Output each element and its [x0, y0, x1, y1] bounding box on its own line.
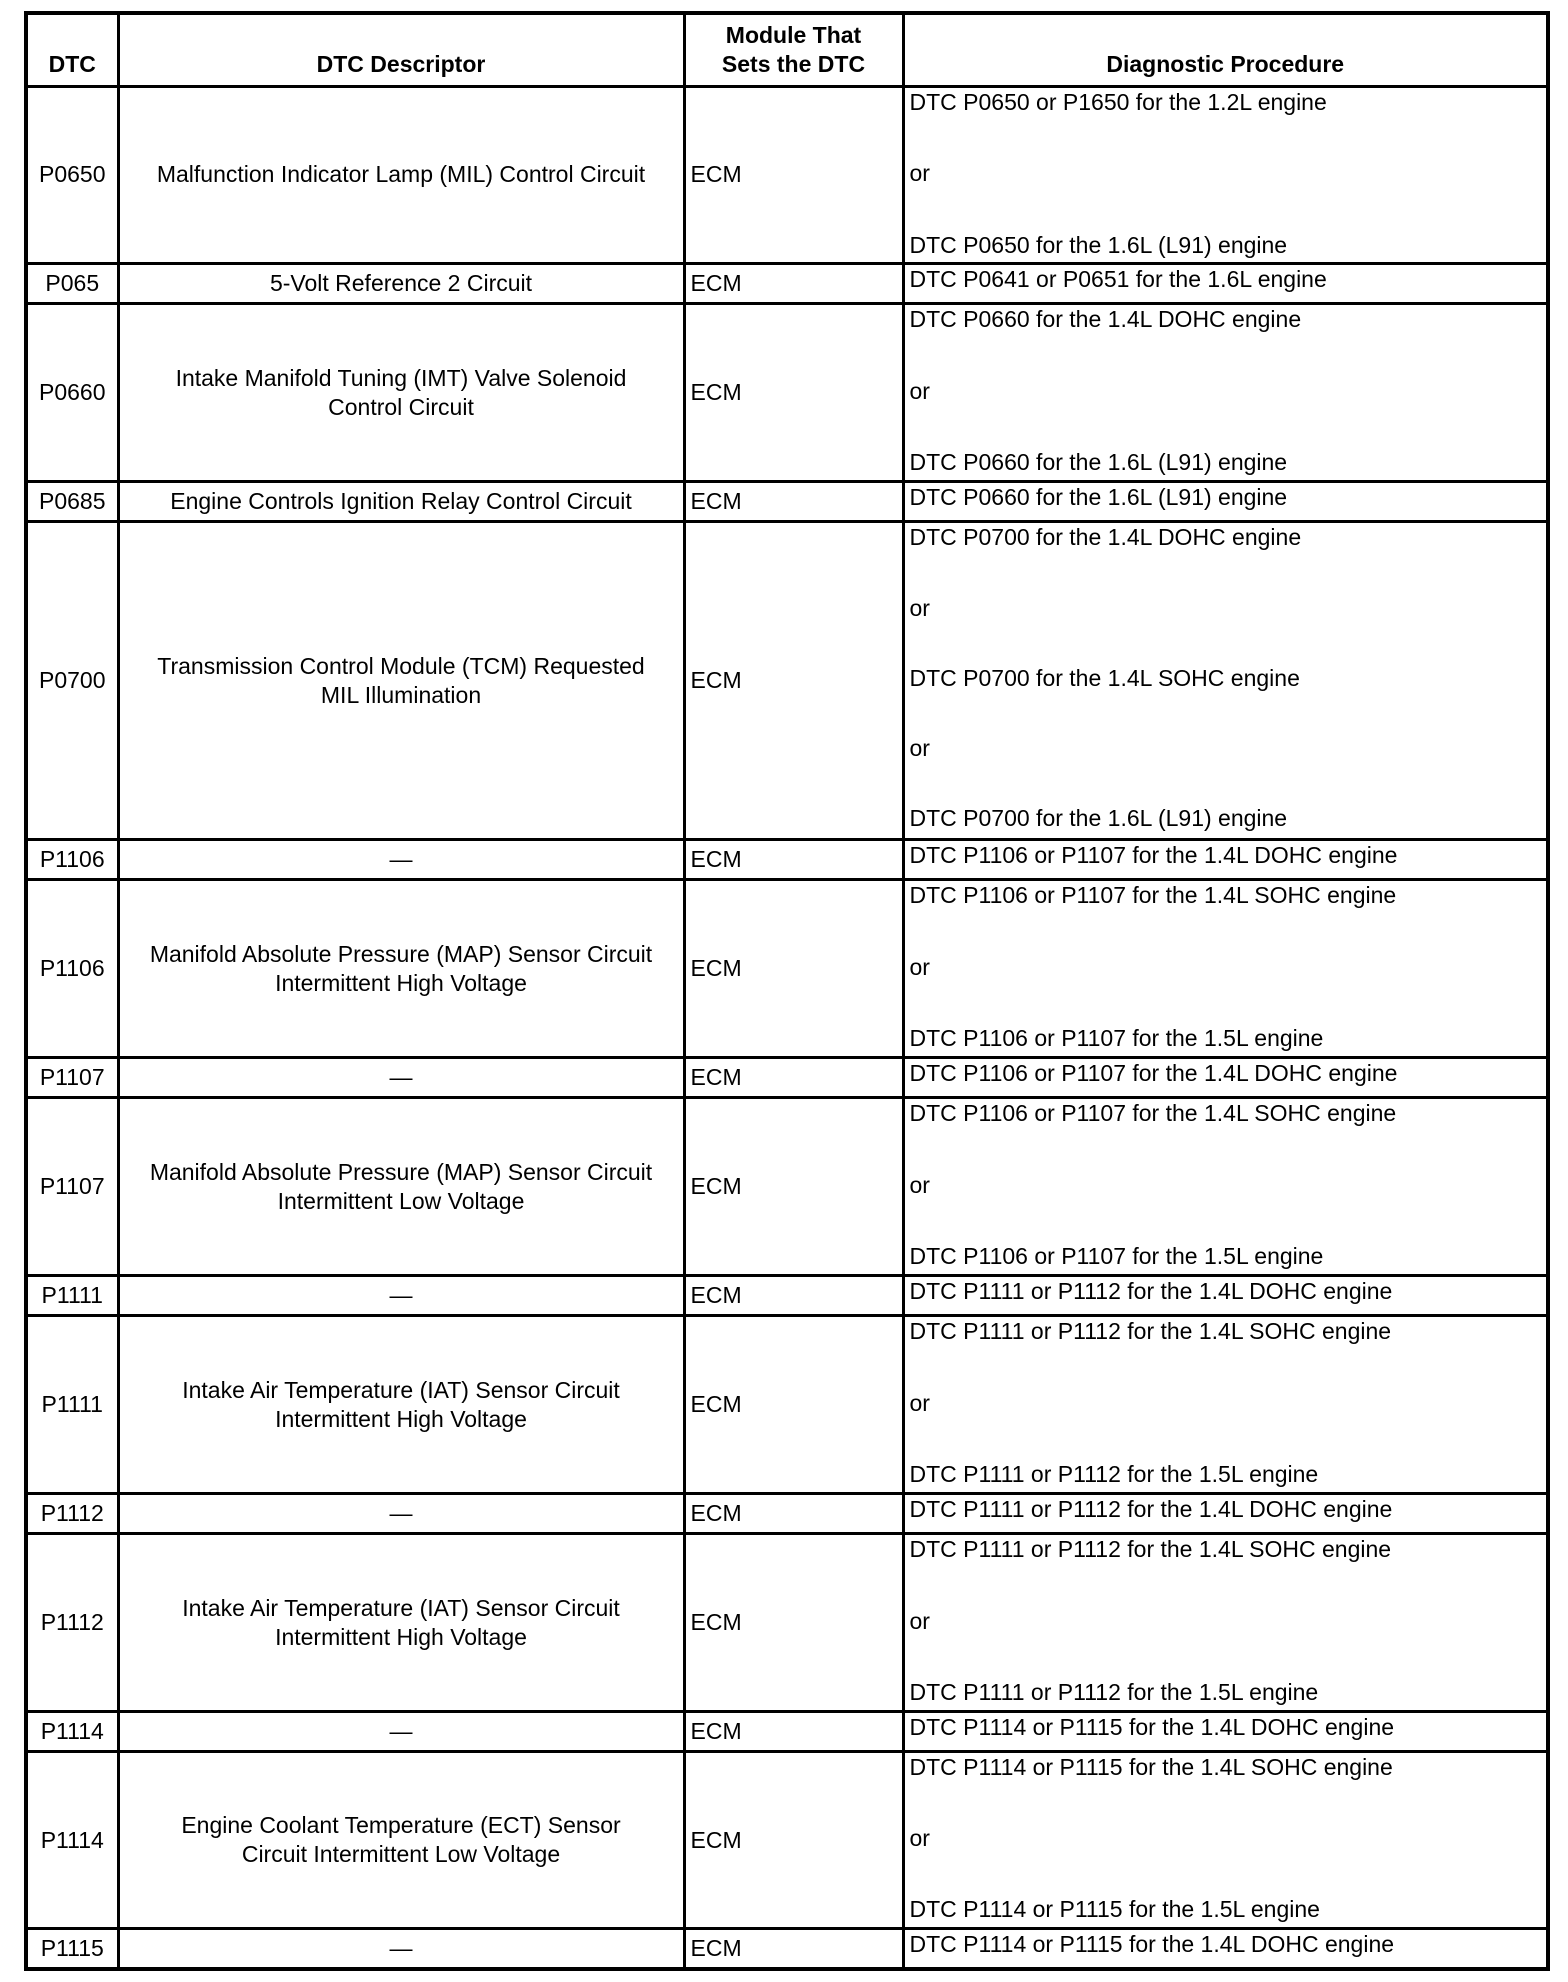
table-row — [26, 1534, 1548, 1711]
table-row — [26, 304, 1548, 481]
dtc-code-cell: P1112 — [26, 1534, 118, 1711]
procedure-cell — [903, 1752, 1548, 1928]
descriptor-line: Transmission Control Module (TCM) Requested — [157, 652, 645, 679]
table-row — [26, 263, 1548, 304]
module-cell: ECM — [684, 839, 903, 880]
module-cell: ECM — [684, 86, 903, 263]
procedure-cell — [903, 522, 1548, 839]
table-row — [26, 839, 1548, 880]
module-cell: ECM — [684, 304, 903, 481]
module-cell: ECM — [684, 1316, 903, 1493]
procedure-lines — [910, 1753, 1543, 1924]
header-module — [684, 13, 903, 86]
procedure-cell — [903, 1316, 1548, 1493]
dtc-table — [24, 11, 1550, 1971]
descriptor-line: Malfunction Indicator Lamp (MIL) Control Circuit — [156, 161, 646, 188]
procedure-line: DTC P0650 for the 1.6L (L91) engine — [909, 231, 1288, 258]
procedure-line: DTC P0641 or P0651 for the 1.6L engine — [909, 265, 1327, 292]
procedure-line: or — [909, 953, 930, 980]
dtc-code-cell: P1112 — [26, 1493, 118, 1534]
procedure-lines — [910, 265, 1543, 303]
dtc-code-cell: P1111 — [26, 1275, 118, 1316]
procedure-line: or — [909, 1607, 930, 1634]
procedure-line: DTC P1106 or P1107 for the 1.4L SOHC engine — [909, 1100, 1397, 1127]
procedure-line: or — [909, 1825, 930, 1852]
descriptor-line: Intake Manifold Tuning (IMT) Valve Solenoid — [175, 364, 627, 391]
procedure-lines — [910, 881, 1543, 1053]
dtc-code-cell: P1114 — [26, 1752, 118, 1928]
dtc-code-cell: P0660 — [26, 304, 118, 481]
dtc-code-cell: P1107 — [26, 1057, 118, 1098]
module-cell: ECM — [684, 522, 903, 839]
module-cell: ECM — [684, 1752, 903, 1928]
procedure-line: DTC P0660 for the 1.4L DOHC engine — [909, 306, 1302, 333]
dtc-descriptor-cell — [118, 1752, 684, 1928]
table-row — [26, 481, 1548, 522]
procedure-line: DTC P1106 or P1107 for the 1.4L SOHC engine — [909, 882, 1397, 909]
dtc-descriptor-cell — [118, 522, 684, 839]
dtc-code-cell: P0700 — [26, 522, 118, 839]
dtc-descriptor-cell — [118, 304, 684, 481]
dtc-descriptor-cell — [118, 839, 684, 880]
procedure-cell — [903, 1534, 1548, 1711]
descriptor-line: Intermittent High Voltage — [275, 1405, 527, 1432]
table-header-row — [26, 13, 1548, 86]
procedure-cell — [903, 1098, 1548, 1275]
table-row — [26, 1316, 1548, 1493]
procedure-line: DTC P1111 or P1112 for the 1.5L engine — [909, 1461, 1319, 1488]
procedure-line: or — [909, 1171, 930, 1198]
descriptor-line: Intermittent Low Voltage — [277, 1187, 525, 1214]
procedure-cell — [903, 839, 1548, 880]
descriptor-line: Intermittent High Voltage — [275, 969, 527, 996]
procedure-line: DTC P1111 or P1112 for the 1.4L SOHC engine — [909, 1536, 1392, 1563]
procedure-lines — [910, 483, 1543, 521]
procedure-lines — [910, 1059, 1543, 1097]
procedure-cell — [903, 880, 1548, 1057]
table-row — [26, 1275, 1548, 1316]
procedure-line: DTC P1111 or P1112 for the 1.5L engine — [909, 1679, 1319, 1706]
procedure-lines — [910, 1317, 1543, 1489]
procedure-cell — [903, 304, 1548, 481]
procedure-cell — [903, 1057, 1548, 1098]
dtc-code-cell: P1107 — [26, 1098, 118, 1275]
descriptor-line: Intake Air Temperature (IAT) Sensor Circuit — [182, 1594, 620, 1621]
procedure-lines — [910, 1099, 1543, 1271]
procedure-cell — [903, 1493, 1548, 1534]
module-cell: ECM — [684, 880, 903, 1057]
header-module-line1: Module That — [725, 21, 862, 48]
dtc-descriptor-cell — [118, 1534, 684, 1711]
descriptor-line: Intermittent High Voltage — [275, 1623, 527, 1650]
procedure-line: DTC P1114 or P1115 for the 1.4L DOHC engine — [909, 1930, 1395, 1957]
dtc-code-cell: P1106 — [26, 880, 118, 1057]
procedure-line: or — [909, 377, 930, 404]
module-cell: ECM — [684, 481, 903, 522]
descriptor-line: — — [389, 1718, 413, 1745]
header-dtc: DTC — [26, 13, 118, 86]
module-cell: ECM — [684, 1928, 903, 1969]
procedure-line: DTC P0660 for the 1.6L (L91) engine — [909, 483, 1288, 510]
procedure-line: or — [909, 735, 930, 762]
procedure-line: DTC P1111 or P1112 for the 1.4L SOHC engine — [909, 1318, 1392, 1345]
procedure-line: DTC P1106 or P1107 for the 1.5L engine — [909, 1243, 1324, 1270]
descriptor-line: — — [389, 1282, 413, 1309]
dtc-descriptor-cell — [118, 1275, 684, 1316]
descriptor-line: Manifold Absolute Pressure (MAP) Sensor Circuit — [149, 940, 653, 967]
table-row — [26, 1493, 1548, 1534]
procedure-lines — [910, 1713, 1543, 1751]
procedure-line: DTC P1111 or P1112 for the 1.4L DOHC engine — [909, 1495, 1393, 1522]
procedure-line: or — [909, 160, 930, 186]
table-row — [26, 522, 1548, 839]
module-cell: ECM — [684, 1098, 903, 1275]
dtc-descriptor-cell — [118, 1316, 684, 1493]
dtc-descriptor-cell — [118, 1711, 684, 1752]
procedure-lines — [910, 1277, 1543, 1315]
dtc-descriptor-cell — [118, 880, 684, 1057]
procedure-cell — [903, 263, 1548, 304]
descriptor-line: — — [389, 1500, 413, 1527]
dtc-descriptor-cell — [118, 481, 684, 522]
procedure-line: DTC P1114 or P1115 for the 1.4L DOHC engine — [909, 1713, 1395, 1740]
descriptor-line: Intake Air Temperature (IAT) Sensor Circuit — [182, 1376, 620, 1403]
dtc-code-cell: P1115 — [26, 1928, 118, 1969]
descriptor-line: MIL Illumination — [320, 681, 482, 708]
table-body — [26, 86, 1548, 1969]
descriptor-line: — — [389, 846, 413, 873]
dtc-code-cell: P0685 — [26, 481, 118, 522]
module-cell: ECM — [684, 1057, 903, 1098]
dtc-code-cell: P1106 — [26, 839, 118, 880]
dtc-code-cell: P1114 — [26, 1711, 118, 1752]
table-row — [26, 1752, 1548, 1928]
procedure-line: DTC P1106 or P1107 for the 1.5L engine — [909, 1025, 1324, 1052]
procedure-cell — [903, 1711, 1548, 1752]
dtc-descriptor-cell — [118, 1928, 684, 1969]
dtc-descriptor-cell — [118, 86, 684, 263]
header-descriptor: DTC Descriptor — [118, 13, 684, 86]
procedure-lines — [910, 305, 1543, 477]
procedure-cell — [903, 481, 1548, 522]
procedure-cell — [903, 1275, 1548, 1316]
module-cell: ECM — [684, 1275, 903, 1316]
descriptor-line: Manifold Absolute Pressure (MAP) Sensor Circuit — [149, 1158, 653, 1185]
header-module-line2: Sets the DTC — [721, 50, 866, 77]
table-row — [26, 1057, 1548, 1098]
procedure-line: DTC P1106 or P1107 for the 1.4L DOHC engine — [909, 1059, 1398, 1086]
procedure-line: DTC P0700 for the 1.4L DOHC engine — [909, 524, 1302, 551]
procedure-line: DTC P0650 or P1650 for the 1.2L engine — [909, 88, 1327, 115]
module-cell: ECM — [684, 1534, 903, 1711]
dtc-descriptor-cell — [118, 1098, 684, 1275]
procedure-lines — [910, 523, 1543, 833]
procedure-lines — [910, 841, 1543, 879]
module-cell: ECM — [684, 263, 903, 304]
procedure-line: or — [909, 1389, 930, 1416]
dtc-descriptor-cell — [118, 1493, 684, 1534]
dtc-code-cell: P1111 — [26, 1316, 118, 1493]
procedure-lines — [910, 1535, 1543, 1707]
descriptor-line: — — [389, 1934, 413, 1961]
table-row — [26, 880, 1548, 1057]
procedure-line: DTC P0700 for the 1.6L (L91) engine — [909, 805, 1288, 832]
table-row — [26, 1098, 1548, 1275]
descriptor-line: Control Circuit — [328, 393, 474, 420]
procedure-line: DTC P0660 for the 1.6L (L91) engine — [909, 449, 1288, 476]
procedure-line: or — [909, 594, 930, 621]
procedure-line: DTC P1106 or P1107 for the 1.4L DOHC engine — [909, 841, 1398, 868]
procedure-line: DTC P1114 or P1115 for the 1.5L engine — [909, 1896, 1320, 1923]
table-row — [26, 1711, 1548, 1752]
dtc-descriptor-cell — [118, 263, 684, 304]
descriptor-line: 5-Volt Reference 2 Circuit — [269, 270, 533, 297]
table-row — [26, 1928, 1548, 1969]
module-cell: ECM — [684, 1711, 903, 1752]
descriptor-line: Engine Coolant Temperature (ECT) Sensor — [181, 1812, 621, 1839]
procedure-lines — [910, 1930, 1543, 1967]
descriptor-line: Circuit Intermittent Low Voltage — [241, 1841, 561, 1868]
descriptor-line: — — [389, 1064, 413, 1091]
procedure-lines — [910, 1495, 1543, 1533]
dtc-descriptor-cell — [118, 1057, 684, 1098]
procedure-cell — [903, 86, 1548, 263]
descriptor-line: Engine Controls Ignition Relay Control Circuit — [170, 488, 632, 515]
module-cell: ECM — [684, 1493, 903, 1534]
procedure-line: DTC P0700 for the 1.4L SOHC engine — [909, 664, 1300, 691]
procedure-line: DTC P1114 or P1115 for the 1.4L SOHC engine — [909, 1754, 1393, 1781]
procedure-cell — [903, 1928, 1548, 1969]
table-row — [26, 86, 1548, 263]
procedure-lines — [910, 88, 1543, 260]
dtc-code-cell: P065 — [26, 263, 118, 304]
header-procedure: Diagnostic Procedure — [903, 13, 1548, 86]
procedure-line: DTC P1111 or P1112 for the 1.4L DOHC engine — [909, 1277, 1393, 1304]
dtc-code-cell: P0650 — [26, 86, 118, 263]
